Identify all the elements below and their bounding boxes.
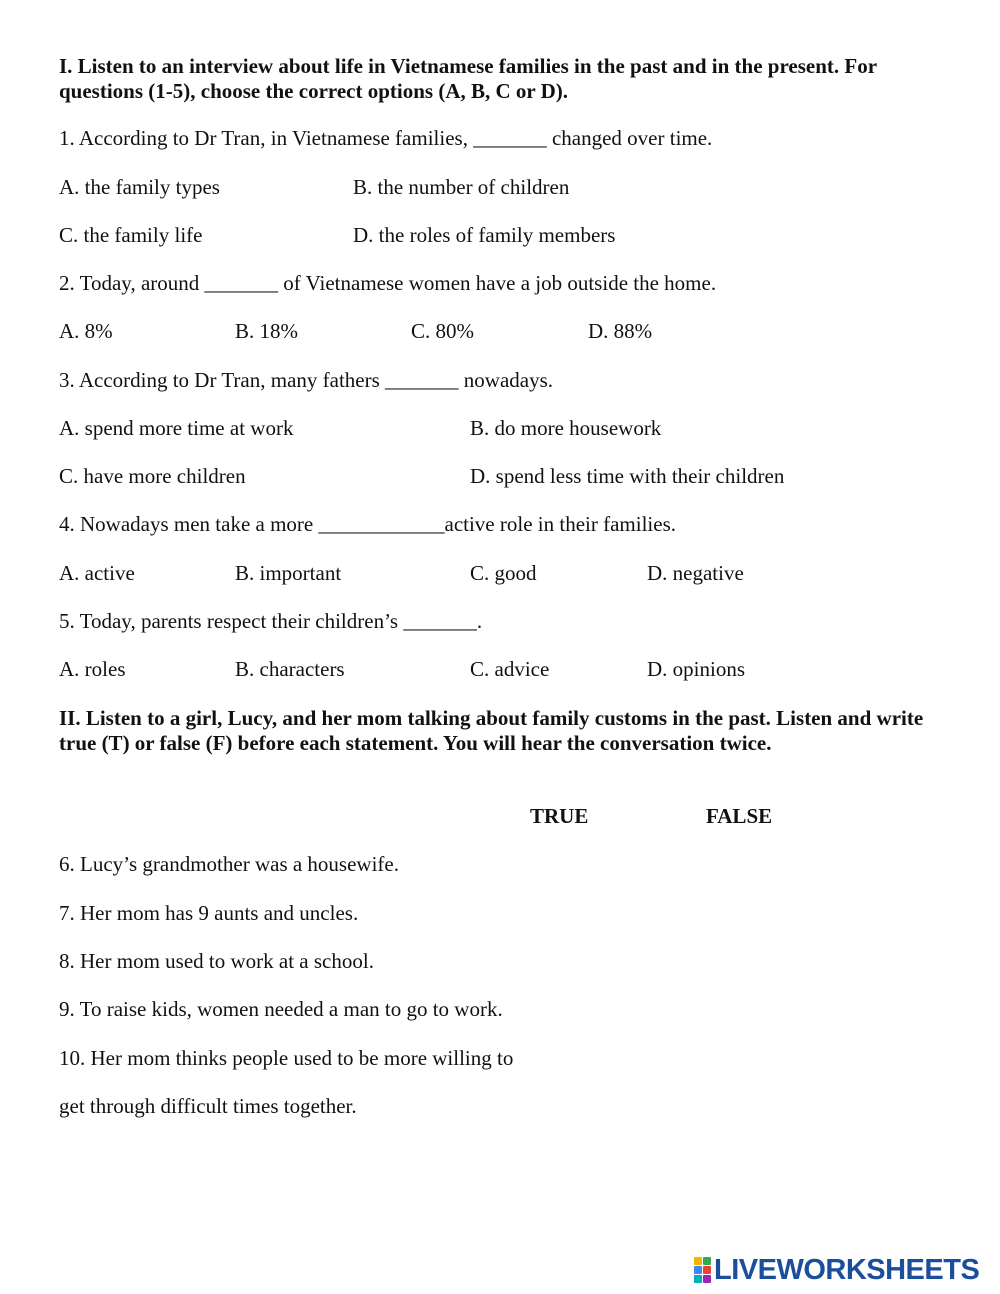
question-1-stem: 1. According to Dr Tran, in Vietnamese families, _______ changed over time. (59, 126, 713, 150)
question-2-option-d[interactable]: D. 88% (588, 319, 653, 343)
liveworksheets-logo (694, 1254, 979, 1286)
question-5-option-d[interactable]: D. opinions (647, 657, 746, 681)
logo-wordmark: LIVEWORKSHEETS (714, 1253, 980, 1286)
question-4-option-d[interactable]: D. negative (647, 561, 744, 585)
statement-10-line-1: 10. Her mom thinks people used to be more willing to (59, 1046, 514, 1070)
question-1-option-c[interactable]: C. the family life (59, 223, 203, 247)
statement-9: 9. To raise kids, women needed a man to go to work. (59, 997, 503, 1021)
question-2-option-c[interactable]: C. 80% (411, 319, 474, 343)
question-1-option-d[interactable]: D. the roles of family members (353, 223, 616, 247)
question-1-option-b[interactable]: B. the number of children (353, 175, 570, 199)
question-3-option-b[interactable]: B. do more housework (470, 416, 662, 440)
false-column-header: FALSE (706, 804, 773, 828)
question-3-option-c[interactable]: C. have more children (59, 464, 246, 488)
section-1-heading: I. Listen to an interview about life in Vietnamese families in the past and in the present. For questions (1-5), choose the correct options (A, B, C or D). (59, 54, 877, 103)
statement-10-line-2: get through difficult times together. (59, 1094, 357, 1118)
question-3-stem: 3. According to Dr Tran, many fathers _______ nowadays. (59, 368, 554, 392)
question-1-option-a[interactable]: A. the family types (59, 175, 220, 199)
question-5-option-a[interactable]: A. roles (59, 657, 126, 681)
statement-6: 6. Lucy’s grandmother was a housewife. (59, 852, 399, 876)
question-3-option-d[interactable]: D. spend less time with their children (470, 464, 785, 488)
question-5-option-b[interactable]: B. characters (235, 657, 345, 681)
statement-8: 8. Her mom used to work at a school. (59, 949, 374, 973)
question-2-stem: 2. Today, around _______ of Vietnamese women have a job outside the home. (59, 271, 717, 295)
question-5-option-c[interactable]: C. advice (470, 657, 550, 681)
question-4-option-a[interactable]: A. active (59, 561, 135, 585)
statement-7: 7. Her mom has 9 aunts and uncles. (59, 901, 359, 925)
question-5-stem: 5. Today, parents respect their children’s _______. (59, 609, 483, 633)
question-3-option-a[interactable]: A. spend more time at work (59, 416, 294, 440)
true-column-header: TRUE (530, 804, 589, 828)
logo-blocks-icon (694, 1257, 711, 1283)
question-2-option-b[interactable]: B. 18% (235, 319, 298, 343)
question-4-option-b[interactable]: B. important (235, 561, 342, 585)
question-4-stem: 4. Nowadays men take a more ____________active role in their families. (59, 512, 676, 536)
section-2-heading: II. Listen to a girl, Lucy, and her mom talking about family customs in the past. Listen and write true (T) or false (F) before each statement. You will hear the conversation twice. (59, 706, 924, 755)
question-2-option-a[interactable]: A. 8% (59, 319, 113, 343)
question-4-option-c[interactable]: C. good (470, 561, 537, 585)
